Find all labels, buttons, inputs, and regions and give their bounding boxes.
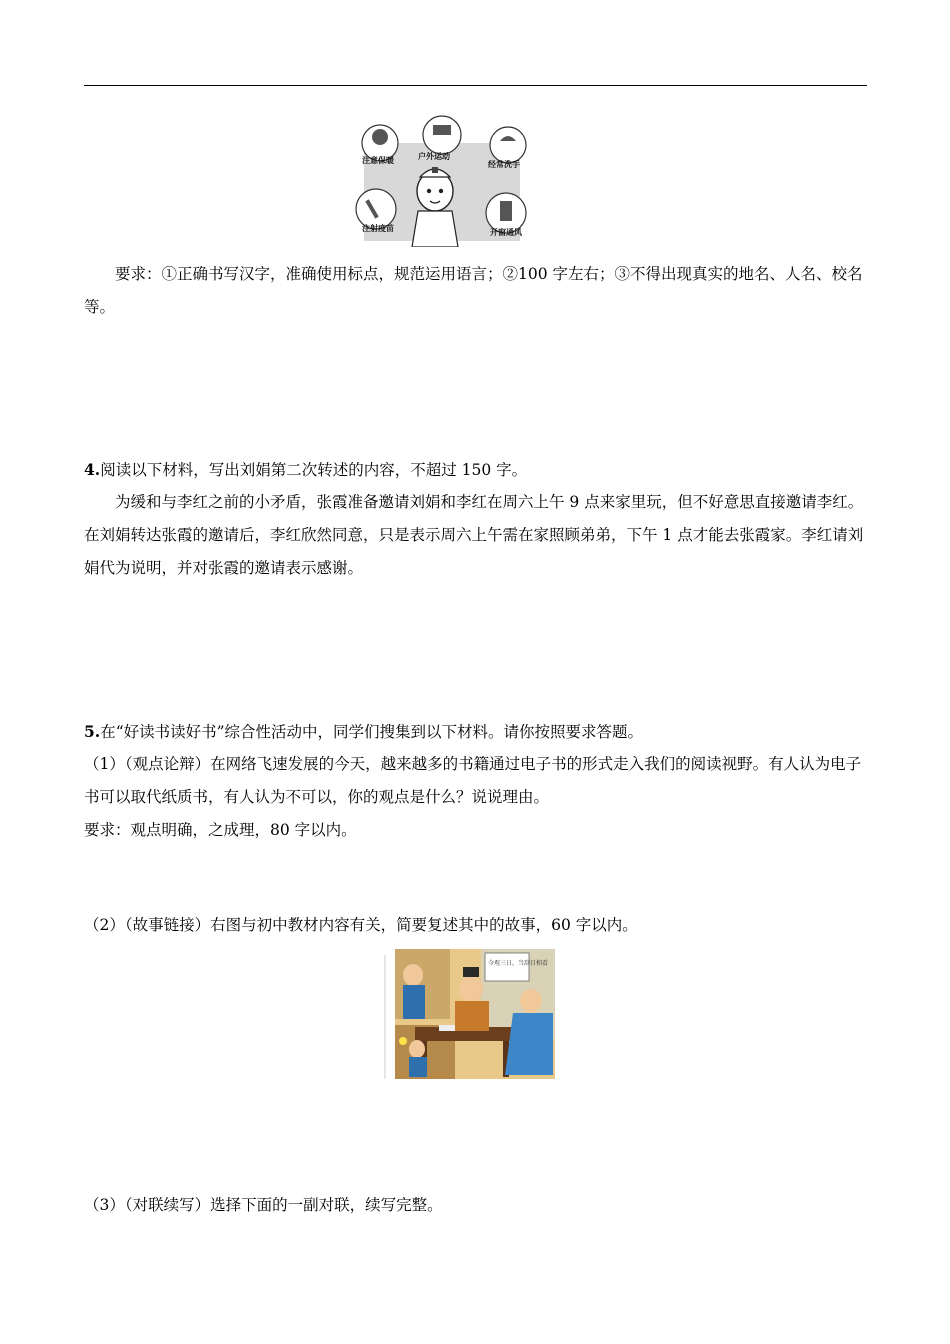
q5-part3: （3）（对联续写）选择下面的一副对联，续写完整。 [84,1196,443,1214]
q3-requirement: 要求：①正确书写汉字，准确使用标点，规范运用语言；②100 字左右；③不得出现真实的地名、人名、校名等。 [84,265,863,316]
q4-number: 4. [84,460,101,479]
q5-number: 5. [84,722,101,741]
q4-title [84,453,867,487]
label-keep-warm: 注意保暖 [362,156,394,165]
label-outdoor-exercise: 户外运动 [418,152,450,161]
health-tips-cartoon [350,113,535,247]
header-rule [84,85,867,86]
q5-part1-requirement: 要求：观点明确，之成理，80 字以内。 [84,821,357,839]
q5-part2: （2）（故事链接）右图与初中教材内容有关，简要复述其中的故事，60 字以内。 [84,916,638,934]
label-vaccine: 注射疫苗 [362,224,394,233]
q5-part1: （1）（观点论辩）在网络飞速发展的今天，越来越多的书籍通过电子书的形式走入我们的阅读视野。有人认为电子书可以取代纸质书，有人认为不可以，你的观点是什么？说说理由。 [84,755,862,806]
q4-title-text: 阅读以下材料，写出刘娟第二次转述的内容，不超过 150 字。 [100,461,528,479]
q5-title-text: 在“好读书读好书”综合性活动中，同学们搜集到以下材料。请你按照要求答题。 [100,723,644,741]
label-wash-hands: 经常洗手 [488,160,520,169]
q5-title [84,715,867,749]
speech-bubble-text: 今观三日，当刮目相看 [488,960,549,967]
story-illustration [381,945,559,1085]
label-ventilate: 开窗通风 [490,228,522,237]
q4-material: 为缓和与李红之前的小矛盾，张霞准备邀请刘娟和李红在周六上午 9 点来家里玩，但不好意思直接邀请李红。在刘娟转达张霞的邀请后，李红欣然同意，只是表示周六上午需在家照顾弟弟，下午 1 点才能去张霞家。李红请刘娟代为说明，并对张霞的邀请表示感谢。 [84,493,864,577]
